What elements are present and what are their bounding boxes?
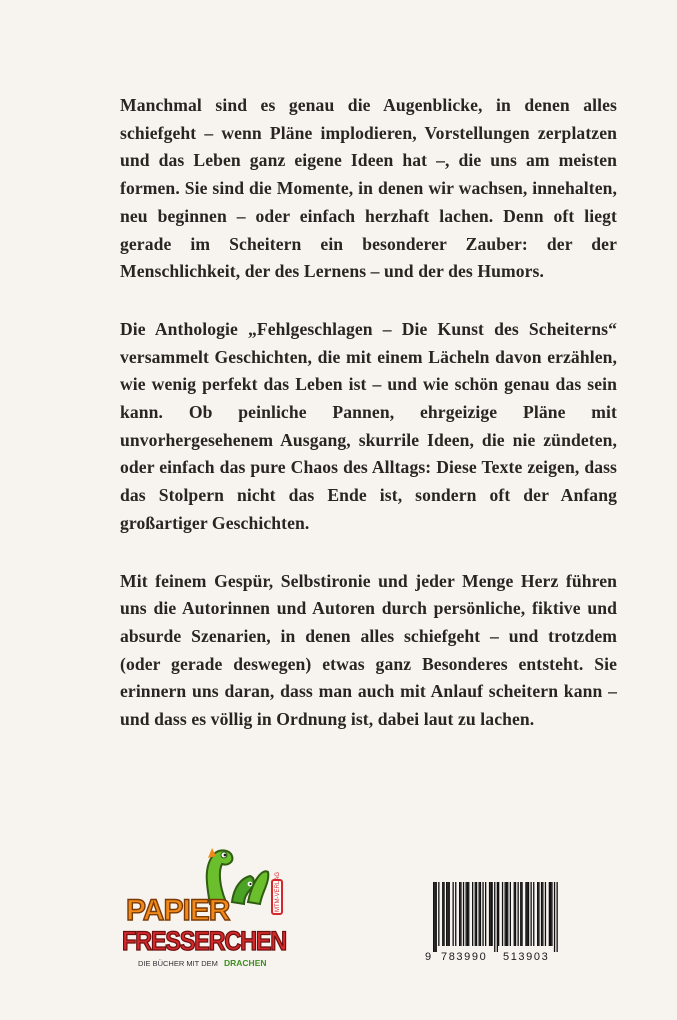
barcode-bar — [528, 882, 529, 946]
barcode-bar — [494, 882, 495, 952]
barcode-bar — [482, 882, 483, 946]
barcode-bar — [438, 882, 439, 946]
barcode-bar — [434, 882, 435, 952]
logo-word-papier: PAPIER — [126, 894, 230, 927]
barcode-bar — [449, 882, 450, 946]
isbn-barcode — [425, 882, 565, 966]
barcode-bar — [446, 882, 447, 946]
barcode-bar — [533, 882, 534, 946]
barcode-bar — [531, 882, 532, 946]
dragon-logo-icon — [122, 842, 292, 972]
barcode-bar — [489, 882, 490, 946]
barcode-bar — [518, 882, 519, 946]
barcode-bar — [492, 882, 493, 946]
barcode-bar — [550, 882, 551, 946]
blurb-paragraph-1: Manchmal sind es genau die Augenblicke, in denen alles schiefgeht – wenn Pläne implodieren, Vorstellungen zerplatzen und das Leben ganz eigene Ideen hat –, die uns am meisten formen. Sie sind die Momente, in denen wir wachsen, innehalten, neu beginnen – oder einfach herzhaft lachen. Denn oft liegt gerade im Scheitern ein besonderer Zauber: der der Menschlichkeit, der des Lernens – und der des Humors. — [120, 95, 617, 282]
logo-tagline-highlight: DRACHEN — [224, 958, 267, 968]
barcode-bar — [551, 882, 552, 946]
blurb-paragraph-3: Mit feinem Gespür, Selbstironie und jeder Menge Herz führen uns die Autorinnen und Autoren durch persönliche, fiktive und absurde Szenarien, in denen alles schiefgeht – und trotzdem (oder gerade deswegen) etwas ganz Besonderes entsteht. Sie erinnern uns daran, dass man auch mit Anlauf scheitern kann – und dass es völlig in Ordnung ist, dabei laut zu lachen. — [120, 570, 617, 730]
barcode-bar — [514, 882, 515, 946]
barcode-bar — [466, 882, 467, 946]
barcode-bar — [506, 882, 507, 946]
barcode-bar — [521, 882, 522, 946]
barcode-bar — [485, 882, 486, 946]
barcode-bar — [480, 882, 481, 946]
barcode-bar — [475, 882, 476, 946]
barcode-bar — [502, 882, 503, 946]
barcode-bar — [527, 882, 528, 946]
barcode-bar — [498, 882, 499, 946]
barcode-bar — [472, 882, 473, 946]
logo-tagline: DIE BÜCHER MIT DEM — [138, 959, 218, 968]
barcode-bar — [554, 882, 555, 952]
logo-word-fresserchen: FRESSERCHEN — [122, 926, 286, 956]
barcode-bar — [460, 882, 461, 946]
publisher-logo — [122, 842, 292, 972]
barcode-bar — [453, 882, 454, 946]
barcode-bar — [490, 882, 491, 946]
barcode-bar — [538, 882, 539, 946]
barcode-bar — [468, 882, 469, 946]
barcode-bar — [467, 882, 468, 946]
barcode-bar — [545, 882, 546, 946]
barcode-bar — [497, 882, 498, 952]
barcode-bar — [455, 882, 456, 946]
logo-badge: MTM-VERLAG — [275, 871, 281, 912]
blurb-text — [120, 92, 617, 764]
barcode-digits-right: 513903 — [503, 951, 550, 963]
blurb-paragraph-2: Die Anthologie „Fehlgeschlagen – Die Kunst des Scheiterns“ versammelt Geschichten, die mit einem Lächeln davon erzählen, wie wenig perfekt das Leben ist – und wie schön genau das sein kann. Ob peinliche Pannen, ehrgeizige Pläne mit unvorhergesehenem Ausgang, skurrile Ideen, die nie zündeten, oder einfach das pure Chaos des Alltags: Diese Texte zeigen, dass das Stolpern nicht das Ende ist, sondern oft der Anfang großartiger Geschichten. — [120, 318, 617, 533]
barcode-bar — [515, 882, 516, 946]
barcode-bar — [549, 882, 550, 946]
barcode-digits — [425, 951, 565, 965]
barcode-bar — [479, 882, 480, 946]
barcode-bar — [507, 882, 508, 946]
barcode-bar — [476, 882, 477, 946]
barcode-bar — [557, 882, 558, 952]
barcode-bar — [443, 882, 444, 946]
barcode-bar — [525, 882, 526, 946]
barcode-bar — [459, 882, 460, 946]
barcode-bar — [442, 882, 443, 946]
barcode-digits-left: 783990 — [441, 951, 488, 963]
barcode-bar — [505, 882, 506, 946]
barcode-bars — [425, 882, 565, 952]
barcode-bar — [447, 882, 448, 946]
barcode-bar — [463, 882, 464, 946]
barcode-digit-first: 9 — [425, 951, 432, 963]
barcode-bar — [520, 882, 521, 946]
barcode-bar — [510, 882, 511, 946]
barcode-bar — [537, 882, 538, 946]
barcode-bar — [541, 882, 542, 946]
barcode-bar — [433, 882, 434, 952]
barcode-bar — [436, 882, 437, 952]
barcode-bar — [542, 882, 543, 946]
